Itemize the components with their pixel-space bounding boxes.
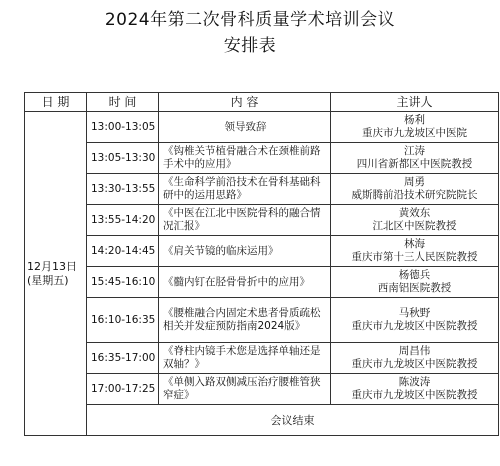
time-cell: 13:00-13:05 (87, 112, 159, 143)
content-cell: 《单侧入路双侧减压治疗腰椎管狭窄症》 (159, 374, 331, 405)
speaker-cell (331, 236, 499, 267)
speaker-cell (331, 343, 499, 374)
header-time: 时 间 (87, 93, 159, 112)
content-cell: 领导致辞 (159, 112, 331, 143)
time-cell: 14:20-14:45 (87, 236, 159, 267)
speaker-name: 林海 (404, 238, 425, 250)
time-cell: 15:45-16:10 (87, 267, 159, 298)
speaker-org: 西南铝医院教授 (377, 282, 452, 294)
content-cell: 《脊柱内镜手术您是选择单轴还是双轴？》 (159, 343, 331, 374)
time-cell: 13:55-14:20 (87, 205, 159, 236)
speaker-org: 重庆市九龙坡区中医院教授 (351, 358, 478, 370)
speaker-cell (331, 112, 499, 143)
speaker-name: 杨利 (404, 114, 425, 126)
speaker-cell (331, 174, 499, 205)
time-cell: 17:00-17:25 (87, 374, 159, 405)
document-subtitle: 安排表 (223, 36, 277, 56)
content-cell: 《钩椎关节植骨融合术在颈椎前路手术中的应用》 (159, 143, 331, 174)
speaker-cell (331, 143, 499, 174)
table-row (25, 174, 499, 205)
speaker-name: 马秋野 (398, 307, 431, 319)
document-title: 2024年第二次骨科质量学术培训会议 (104, 10, 396, 30)
time-cell: 16:35-17:00 (87, 343, 159, 374)
speaker-cell (331, 267, 499, 298)
table-header-row (25, 93, 499, 112)
closing-row (25, 405, 499, 436)
speaker-name: 杨德兵 (398, 269, 431, 281)
content-cell: 《肩关节镜的临床运用》 (159, 236, 331, 267)
table-row (25, 112, 499, 143)
speaker-name: 江涛 (404, 145, 425, 157)
date-cell: 12月13日(星期五) (25, 112, 87, 436)
header-date: 日 期 (25, 93, 87, 112)
speaker-org: 重庆市第十三人民医院教授 (351, 251, 478, 263)
content-cell: 《腰椎融合内固定术患者骨质疏松相关并发症预防指南2024版》 (159, 298, 331, 343)
schedule-table (24, 92, 499, 436)
header-speaker: 主讲人 (331, 93, 499, 112)
speaker-org: 江北区中医院教授 (372, 220, 457, 232)
time-cell: 13:30-13:55 (87, 174, 159, 205)
speaker-cell (331, 374, 499, 405)
speaker-org: 重庆市九龙坡区中医院 (362, 127, 467, 139)
table-row (25, 298, 499, 343)
time-cell: 16:10-16:35 (87, 298, 159, 343)
speaker-name: 黄效东 (398, 207, 431, 219)
table-row (25, 205, 499, 236)
speaker-name: 周勇 (404, 176, 425, 188)
table-row (25, 267, 499, 298)
content-cell: 《中医在江北中医院骨科的融合情况汇报》 (159, 205, 331, 236)
speaker-cell (331, 298, 499, 343)
table-row (25, 236, 499, 267)
closing-cell: 会议结束 (87, 405, 499, 436)
table-row (25, 343, 499, 374)
header-content: 内 容 (159, 93, 331, 112)
speaker-cell (331, 205, 499, 236)
content-cell: 《生命科学前沿技术在骨科基础科研中的运用思路》 (159, 174, 331, 205)
table-row (25, 143, 499, 174)
speaker-name: 陈波涛 (398, 376, 431, 388)
speaker-org: 四川省新都区中医院教授 (356, 158, 473, 170)
content-cell: 《髓内钉在胫骨骨折中的应用》 (159, 267, 331, 298)
table-row (25, 374, 499, 405)
speaker-org: 威斯腾前沿技术研究院院长 (351, 189, 478, 201)
speaker-org: 重庆市九龙坡区中医院教授 (351, 320, 478, 332)
speaker-name: 周昌伟 (398, 345, 431, 357)
speaker-org: 重庆市九龙坡区中医院教授 (351, 389, 478, 401)
time-cell: 13:05-13:30 (87, 143, 159, 174)
